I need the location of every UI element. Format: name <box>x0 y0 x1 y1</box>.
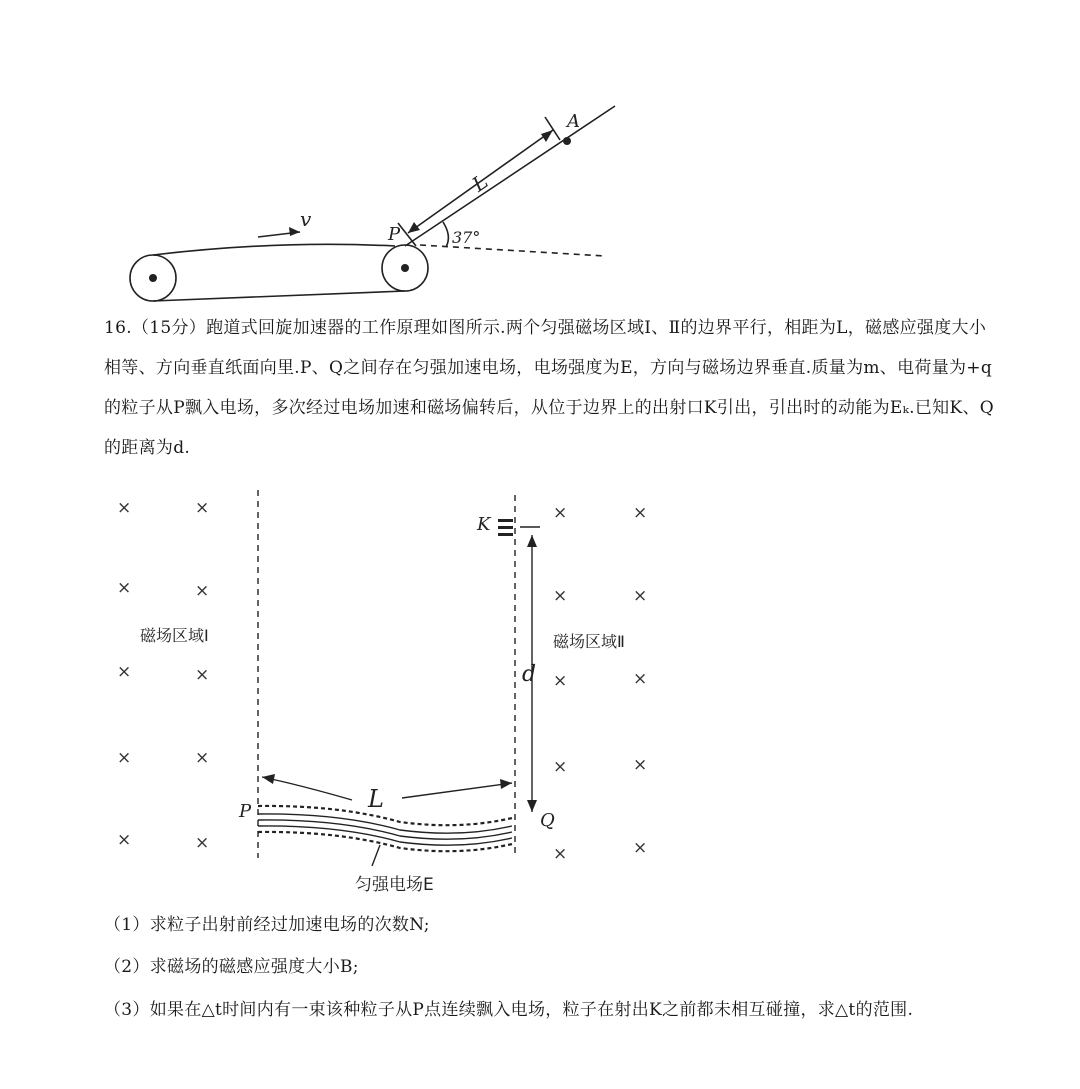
question-3: （3）如果在△t时间内有一束该种粒子从P点连续飘入电场，粒子在射出K之前都未相互碰撞，求△t的范围. <box>104 1000 914 1020</box>
label-v: v <box>300 207 312 231</box>
field-crosses-region1 <box>117 498 209 853</box>
question-1: （1）求粒子出射前经过加速电场的次数N; <box>104 915 430 935</box>
svg-text:×: × <box>195 748 210 768</box>
label-angle: 37° <box>452 228 481 247</box>
label-A: A <box>567 111 580 132</box>
horizontal-dashed <box>420 245 605 256</box>
field-plate-bottom <box>258 832 512 851</box>
incline-line <box>405 106 615 246</box>
region2-label: 磁场区域Ⅱ <box>553 632 625 651</box>
svg-text:×: × <box>117 662 132 682</box>
label-P-incline: P <box>388 224 401 245</box>
question-2: （2）求磁场的磁感应强度大小B; <box>104 957 359 977</box>
svg-text:×: × <box>117 830 132 850</box>
svg-text:×: × <box>553 586 568 606</box>
exit-port-K <box>498 519 513 522</box>
svg-text:×: × <box>117 578 132 598</box>
svg-text:×: × <box>633 755 648 775</box>
label-Q: Q <box>540 810 555 831</box>
svg-text:×: × <box>553 757 568 777</box>
field-line-3 <box>258 826 512 845</box>
belt-top <box>153 244 395 255</box>
svg-text:×: × <box>633 586 648 606</box>
label-L: L <box>368 785 384 813</box>
svg-text:×: × <box>553 844 568 864</box>
problem-intro: 16.（15分）跑道式回旋加速器的工作原理如图所示.两个匀强磁场区域Ⅰ、Ⅱ的边界平行，相距为L，磁感应强度大小相等、方向垂直纸面向里.P、Q之间存在匀强加速电场，电场强度为E，方向与磁场边界垂直.质量为m、电荷量为+q的粒子从P飘入电场，多次经过电场加速和磁场偏转后，从位于边界上的出射口K引出，引出时的动能为Eₖ.已知K、Q的距离为d. <box>104 318 994 458</box>
label-P: P <box>239 801 252 822</box>
angle-arc <box>443 222 448 247</box>
label-K: K <box>477 514 491 535</box>
point-A <box>563 137 571 145</box>
svg-text:×: × <box>553 671 568 691</box>
svg-text:×: × <box>633 503 648 523</box>
svg-text:×: × <box>195 833 210 853</box>
svg-text:×: × <box>195 581 210 601</box>
svg-text:×: × <box>195 665 210 685</box>
svg-text:×: × <box>117 498 132 518</box>
svg-text:×: × <box>117 748 132 768</box>
svg-text:×: × <box>195 498 210 518</box>
region1-label: 磁场区域Ⅰ <box>140 626 209 645</box>
svg-text:×: × <box>633 669 648 689</box>
accelerator-figure <box>0 485 1080 900</box>
svg-text:×: × <box>553 503 568 523</box>
svg-text:×: × <box>633 838 648 858</box>
field-plate-top <box>258 806 512 825</box>
field-line-2 <box>258 820 512 839</box>
label-L-incline: L <box>467 169 493 197</box>
field-label: 匀强电场E <box>355 875 434 895</box>
label-d: d <box>522 662 537 687</box>
conveyor-figure <box>0 95 1080 310</box>
belt-bottom <box>153 291 405 301</box>
dimension-L-line <box>262 777 352 800</box>
field-crosses-region2 <box>553 503 647 864</box>
